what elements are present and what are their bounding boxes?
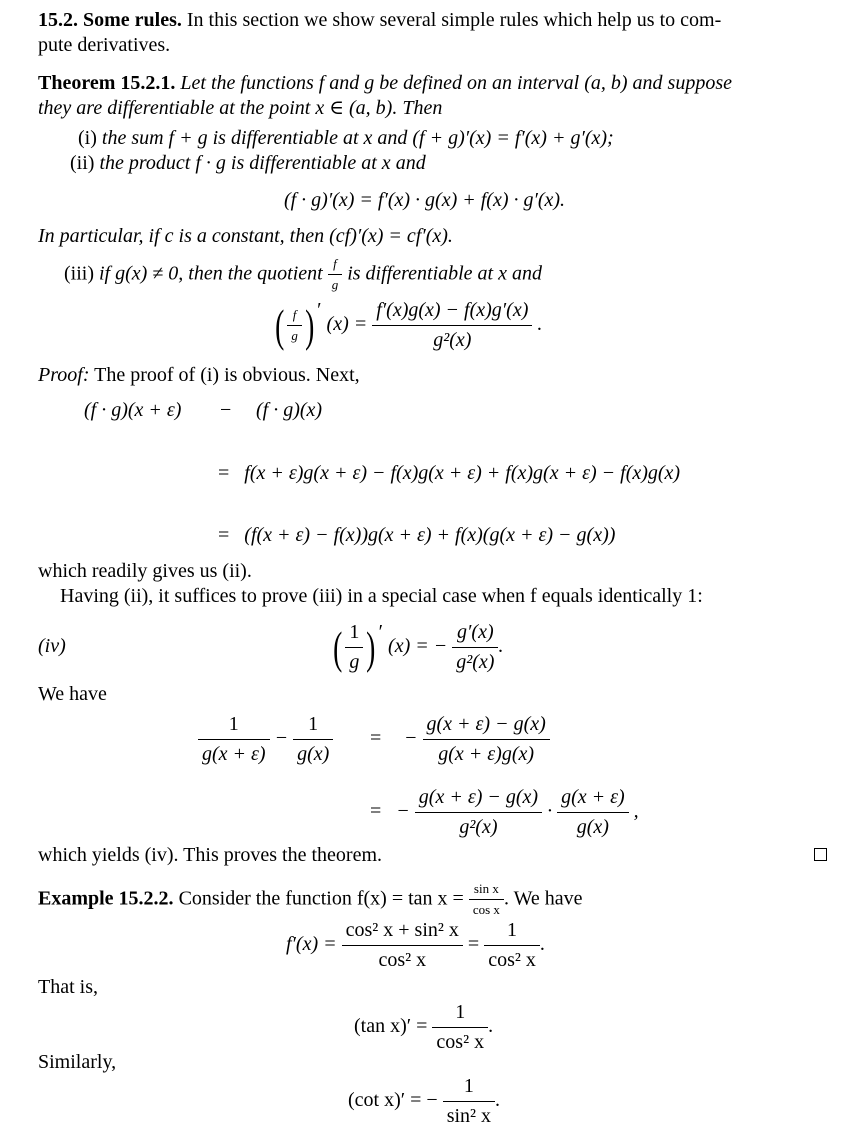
proof-gives: which readily gives us (ii). <box>38 560 252 582</box>
proof-label: Proof: <box>38 364 90 386</box>
theorem-line1 <box>38 71 732 95</box>
minus: − <box>396 800 410 823</box>
similarly: Similarly, <box>38 1051 117 1073</box>
section-intro: In this section we show several simple rules which help us to com- <box>186 9 722 31</box>
denominator: cos² x <box>436 1031 485 1053</box>
period: . <box>488 1015 494 1038</box>
proof-conclusion: which yields (iv). This proves the theorem. <box>38 844 383 866</box>
numerator: 1 <box>293 712 333 740</box>
numerator: f′(x)g(x) − f(x)g′(x) <box>372 298 532 326</box>
theorem-label: Theorem 15.2.1. <box>38 72 176 94</box>
inline-fraction <box>469 881 504 919</box>
tan-derivative-equation <box>286 918 545 973</box>
lhs: f′(x) = <box>286 933 337 956</box>
dot: · <box>547 800 553 823</box>
period: . <box>539 933 545 956</box>
numerator: g(x + ε) − g(x) <box>415 785 542 813</box>
theorem-line2: they are differentiable at the point x ∈ (a, b). Then <box>38 97 443 119</box>
fraction <box>443 1074 495 1129</box>
item-text: the product f · g is differentiable at x and <box>99 152 426 174</box>
lhs-rest: (x) = − <box>388 635 448 658</box>
cot-result-equation <box>348 1074 500 1129</box>
equals: = <box>370 727 382 749</box>
denominator: g²(x) <box>459 816 498 838</box>
numerator: 1 <box>198 712 270 740</box>
quotient-rule-equation: ( $\frac{f}{g}$ ) ′ (x) = $\frac{f'(x)g(x) - f(x)g'(x)}{\text{g²(x)}}$ . <box>275 299 543 351</box>
numerator: f <box>287 307 302 326</box>
equals: = <box>218 524 230 546</box>
denominator: g(x) <box>297 743 330 765</box>
fraction <box>293 712 333 767</box>
equation-label-iv: (iv) <box>38 635 66 657</box>
rhs-fraction <box>452 620 498 675</box>
example-label: Example 15.2.2. <box>38 887 174 910</box>
numerator: g′(x) <box>452 620 498 648</box>
denominator: g <box>291 328 298 343</box>
numerator: f <box>328 256 343 275</box>
proof-line2 <box>218 461 680 485</box>
example-text: Consider the function f(x) = tan x = <box>178 887 464 910</box>
item-text: the sum f + g is differentiable at x and (f + g)′(x) = f′(x) + g′(x); <box>101 127 614 149</box>
lhs-fraction <box>345 620 363 675</box>
theorem-item-ii <box>70 151 426 175</box>
proof-text: The proof of (i) is obvious. Next, <box>94 364 360 386</box>
fraction <box>423 712 550 767</box>
section-heading-line <box>38 8 721 32</box>
equals: = <box>218 462 230 484</box>
lhs: (f · g)(x + ε) <box>84 399 182 421</box>
equals: = <box>370 800 382 823</box>
example-line <box>38 881 582 919</box>
qed-box-icon <box>814 848 827 861</box>
rhs: (f · g)(x) <box>256 399 323 421</box>
theorem-text: Let the functions f and g be defined on an interval (a, b) and suppose <box>180 72 732 94</box>
particular-case: In particular, if c is a constant, then (cf)′(x) = cf′(x). <box>38 225 453 247</box>
minus: − <box>404 727 418 750</box>
proof-line1 <box>84 398 323 422</box>
denominator: g²(x) <box>456 651 495 673</box>
item-label: (i) <box>78 127 97 149</box>
numerator: 1 <box>432 1000 488 1028</box>
denominator: g <box>331 277 339 293</box>
expression: f(x + ε)g(x + ε) − f(x)g(x + ε) + f(x)g(x + ε) − f(x)g(x) <box>244 462 681 484</box>
denominator: cos² x <box>378 949 427 971</box>
numerator: 1 <box>345 620 363 648</box>
theorem-item-i <box>78 126 614 150</box>
lhs: (cot x)′ = − <box>348 1089 438 1112</box>
numerator: g(x + ε) − g(x) <box>423 712 550 740</box>
we-have: We have <box>38 683 107 705</box>
denominator: cos x <box>472 902 500 918</box>
theorem-item-iii <box>64 256 542 294</box>
equals: = <box>467 933 480 956</box>
reciprocal-equation-line2 <box>370 785 639 840</box>
denominator: g(x + ε)g(x) <box>438 743 535 765</box>
denominator: sin² x <box>446 1105 492 1127</box>
comma: , <box>633 800 639 823</box>
item-label: (iii) <box>64 262 94 285</box>
equation-iv: ( $\frac{1}{g}$ ) ′ (x) = − $\frac{g'(x)}{\text{g²(x)}}$ . <box>333 621 504 673</box>
that-is: That is, <box>38 976 98 998</box>
numerator: g(x + ε) <box>557 785 629 813</box>
expression: (f(x + ε) − f(x))g(x + ε) + f(x)(g(x + ε) − g(x)) <box>244 524 616 546</box>
section-title: Some rules. <box>83 9 182 31</box>
numerator: 1 <box>484 918 540 946</box>
operator: − <box>220 399 232 421</box>
period: . <box>495 1089 501 1112</box>
period: . <box>537 313 543 336</box>
denominator: g(x + ε) <box>202 743 266 765</box>
fraction <box>432 1000 488 1055</box>
example-text-post: . We have <box>503 887 583 910</box>
minus: − <box>274 727 289 750</box>
rhs-fraction <box>372 298 532 353</box>
item-text: if g(x) ≠ 0, then the quotient <box>99 262 323 285</box>
item-label: (ii) <box>70 152 95 174</box>
denominator: g(x) <box>576 816 609 838</box>
fraction <box>415 785 542 840</box>
lhs-rest: (x) = <box>326 313 368 336</box>
inline-fraction <box>328 256 343 294</box>
section-number: 15.2. <box>38 9 78 31</box>
denominator: g²(x) <box>433 329 472 351</box>
numerator: sin x <box>469 881 504 900</box>
proof-having: Having (ii), it suffices to prove (iii) in a special case when f equals identically 1: <box>60 585 703 607</box>
denominator: cos² x <box>488 949 536 971</box>
proof-intro <box>38 363 360 387</box>
fraction <box>342 918 463 973</box>
fraction <box>198 712 270 767</box>
item-text-post: is differentiable at x and <box>347 262 542 285</box>
lhs: (tan x)′ = <box>354 1015 428 1038</box>
product-rule-equation: (f · g)′(x) = f′(x) · g(x) + f(x) · g′(x). <box>283 189 566 211</box>
fraction <box>484 918 540 973</box>
fraction <box>557 785 629 840</box>
tan-result-equation <box>354 1000 493 1055</box>
numerator: 1 <box>443 1074 495 1102</box>
numerator: cos² x + sin² x <box>342 918 463 946</box>
proof-line3 <box>218 523 615 547</box>
denominator: g <box>349 651 360 673</box>
section-intro-cont: pute derivatives. <box>38 34 171 56</box>
lhs-fraction <box>287 307 302 345</box>
